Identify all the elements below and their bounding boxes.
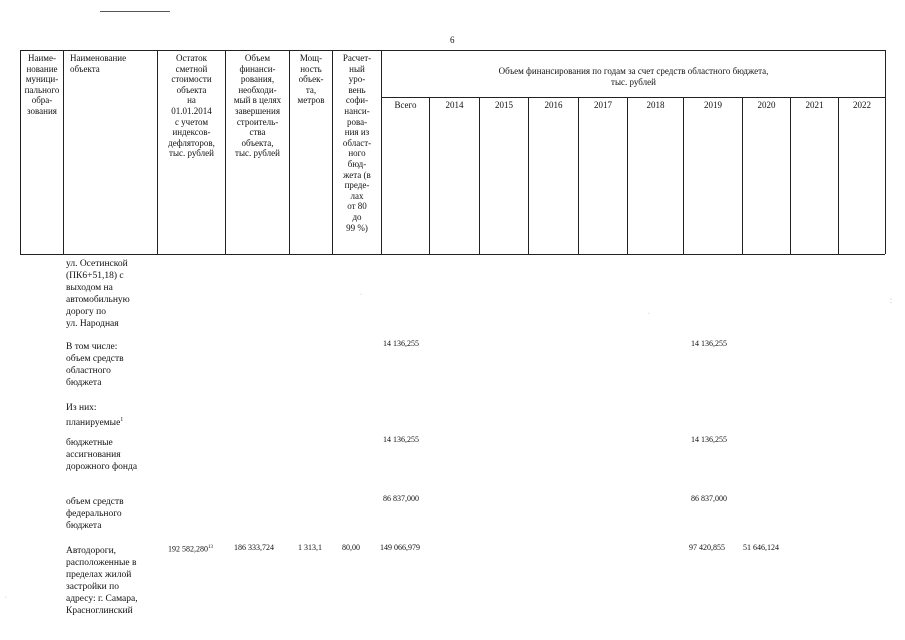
row-roads-cofinancing-level: 80,00 bbox=[342, 543, 360, 552]
row-regional-budget-label: В том числе: объем средств областного бюджета bbox=[66, 342, 124, 388]
scan-speck: · bbox=[648, 311, 650, 317]
row-road-fund-2019: 14 136,255 bbox=[691, 435, 727, 444]
row-regional-budget-total: 14 136,255 bbox=[383, 339, 419, 348]
row-road-fund-label: бюджетные ассигнования дорожного фонда bbox=[66, 438, 138, 472]
row-roads-samara-label: Автодороги, расположенные в пределах жилой застройки по адресу: г. Самара, Красноглинский bbox=[66, 546, 138, 616]
header-year-total: Всего bbox=[394, 100, 417, 110]
top-rule bbox=[100, 11, 170, 12]
page-number: 6 bbox=[450, 35, 455, 45]
header-capacity: Мощ- ность объек- та, метров bbox=[297, 53, 325, 106]
header-group-title: Объем финансирования по годам за счет средств областного бюджета, тыс. рублей bbox=[498, 66, 769, 87]
header-year-2022: 2022 bbox=[853, 100, 871, 110]
header-year-2020: 2020 bbox=[757, 100, 776, 110]
header-cofinancing-level: Расчет- ный уро- вень софи- нанси- рова- ния из област- ного бюд- жета (в преде- лах от 80 до 99 %) bbox=[342, 53, 372, 233]
row-roads-2020: 51 646,124 bbox=[743, 543, 779, 552]
header-object-name: Наименование объекта bbox=[70, 53, 127, 74]
row-roads-capacity: 1 313,1 bbox=[298, 543, 322, 552]
row-road-fund-total: 14 136,255 bbox=[383, 435, 419, 444]
header-year-2015: 2015 bbox=[495, 100, 513, 110]
row-federal-budget-total: 86 837,000 bbox=[383, 494, 419, 503]
header-year-2017: 2017 bbox=[594, 100, 612, 110]
header-year-2021: 2021 bbox=[805, 100, 824, 110]
row-regional-budget-2019: 14 136,255 bbox=[691, 339, 727, 348]
header-year-2018: 2018 bbox=[646, 100, 665, 110]
scan-speck: ⁚ bbox=[890, 299, 892, 305]
scan-speck: · bbox=[5, 595, 7, 601]
header-year-2014: 2014 bbox=[445, 100, 464, 110]
row-federal-budget-2019: 86 837,000 bbox=[691, 494, 727, 503]
row-roads-financing-volume: 186 333,724 bbox=[234, 543, 274, 552]
header-year-2019: 2019 bbox=[704, 100, 722, 110]
row-roads-total: 149 066,979 bbox=[380, 543, 420, 552]
table-header bbox=[20, 50, 885, 254]
row-roads-2019: 97 420,855 bbox=[689, 543, 725, 552]
row-federal-budget-label: объем средств федерального бюджета bbox=[66, 497, 124, 531]
header-remaining-cost: Остаток сметной стоимости объекта на 01.01.2014 с учетом индексов- дефляторов, тыс. рублей bbox=[168, 53, 215, 159]
row-planned-label: Из них: планируемые$^1$ bbox=[66, 403, 124, 429]
row-object-street: ул. Осетинской (ПК6+51,18) с выходом на автомобильную дорогу по ул. Народная bbox=[66, 259, 130, 329]
scan-speck: · bbox=[360, 292, 362, 298]
header-financing-volume: Объем финанси- рования, необходи- мый в целях завершения строитель- ства объекта, тыс. рублей bbox=[233, 53, 282, 159]
row-roads-remaining-cost: 192 582,280$^{13}$ bbox=[168, 544, 213, 554]
header-year-2016: 2016 bbox=[544, 100, 563, 110]
header-municipality: Наиме- нование муници- пального обра- зования bbox=[24, 53, 60, 116]
